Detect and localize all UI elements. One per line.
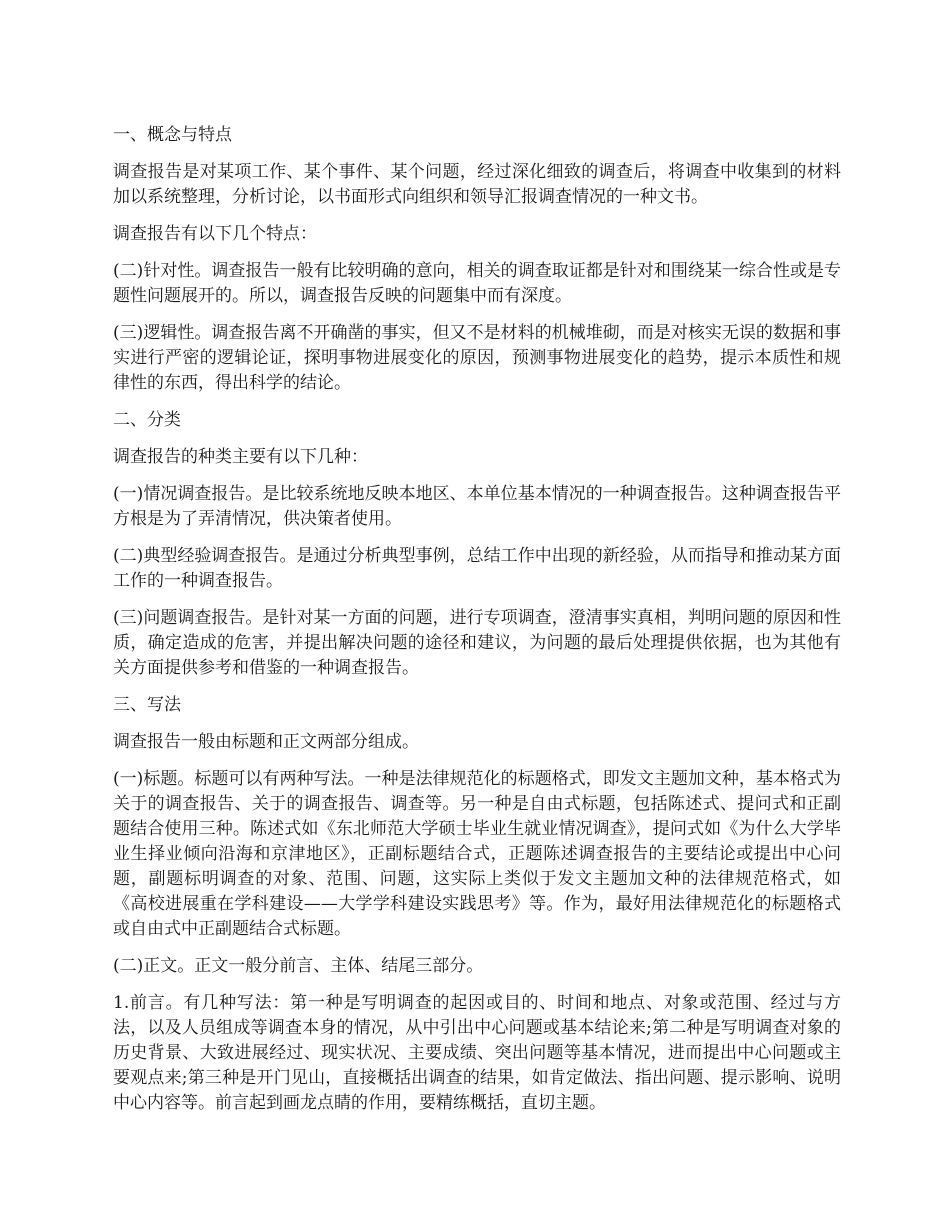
paragraph-title: (一)标题。标题可以有两种写法。一种是法律规范化的标题格式，即发文主题加文种，基本格式为关于的调查报告、关于的调查报告、调查等。另一种是自由式标题，包括陈述式、提问式和正副题结合使用三种。陈述式如《东北师范大学硕士毕业生就业情况调查》，提问式如《为什么大学毕业生择业倾向沿海和京津地区》，正副标题结合式，正题陈述调查报告的主要结论或提出中心问题，副题标明调查的对象、范围、问题，这实际上类似于发文主题加文种的法律规范格式，如《高校进展重在学科建设——大学学科建设实践思考》等。作为，最好用法律规范化的标题格式或自由式中正副题结合式标题。 [113, 769, 841, 939]
paragraph-type-problem: (三)问题调查报告。是针对某一方面的问题，进行专项调查，澄清事实真相，判明问题的原因和性质，确定造成的危害，并提出解决问题的途径和建议，为问题的最后处理提供依据，也为其他有关方面提供参考和借鉴的一种调查报告。 [113, 608, 841, 678]
paragraph-definition: 调查报告是对某项工作、某个事件、某个问题，经过深化细致的调查后，将调查中收集到的材料加以系统整理，分析讨论，以书面形式向组织和领导汇报调查情况的一种文书。 [113, 162, 841, 207]
paragraph-preface: 1.前言。有几种写法：第一种是写明调查的起因或目的、时间和地点、对象或范围、经过与方法，以及人员组成等调查本身的情况，从中引出中心问题或基本结论来;第二种是写明调查对象的历史背景、大致进展经过、现实状况、主要成绩、突出问题等基本情况，进而提出中心问题或主要观点来;第三种是开门见山，直接概括出调查的结果，如肯定做法、指出问题、提示影响、说明中心内容等。前言起到画龙点睛的作用，要精练概括，直切主题。 [113, 993, 841, 1113]
document-body [113, 123, 841, 1128]
heading-classification: 二、分类 [113, 410, 181, 430]
heading-concept: 一、概念与特点 [113, 125, 232, 145]
paragraph-types-intro: 调查报告的种类主要有以下几种： [113, 447, 368, 467]
paragraph-structure-intro: 调查报告一般由标题和正文两部分组成。 [113, 732, 419, 752]
paragraph-type-situation: (一)情况调查报告。是比较系统地反映本地区、本单位基本情况的一种调查报告。这种调查报告平方根是为了弄清情况，供决策者使用。 [113, 484, 841, 529]
paragraph-feature-logic: (三)逻辑性。调查报告离不开确凿的事实，但又不是材料的机械堆砌，而是对核实无误的数据和事实进行严密的逻辑论证，探明事物进展变化的原因，预测事物进展变化的趋势，提示本质性和规律性的东西，得出科学的结论。 [113, 323, 841, 393]
heading-writing: 三、写法 [113, 695, 181, 715]
paragraph-body: (二)正文。正文一般分前言、主体、结尾三部分。 [113, 956, 484, 976]
paragraph-features-intro: 调查报告有以下几个特点： [113, 224, 317, 244]
paragraph-type-experience: (二)典型经验调查报告。是通过分析典型事例，总结工作中出现的新经验，从而指导和推动某方面工作的一种调查报告。 [113, 546, 841, 591]
paragraph-feature-targeted: (二)针对性。调查报告一般有比较明确的意向，相关的调查取证都是针对和围绕某一综合性或是专题性问题展开的。所以，调查报告反映的问题集中而有深度。 [113, 261, 841, 306]
